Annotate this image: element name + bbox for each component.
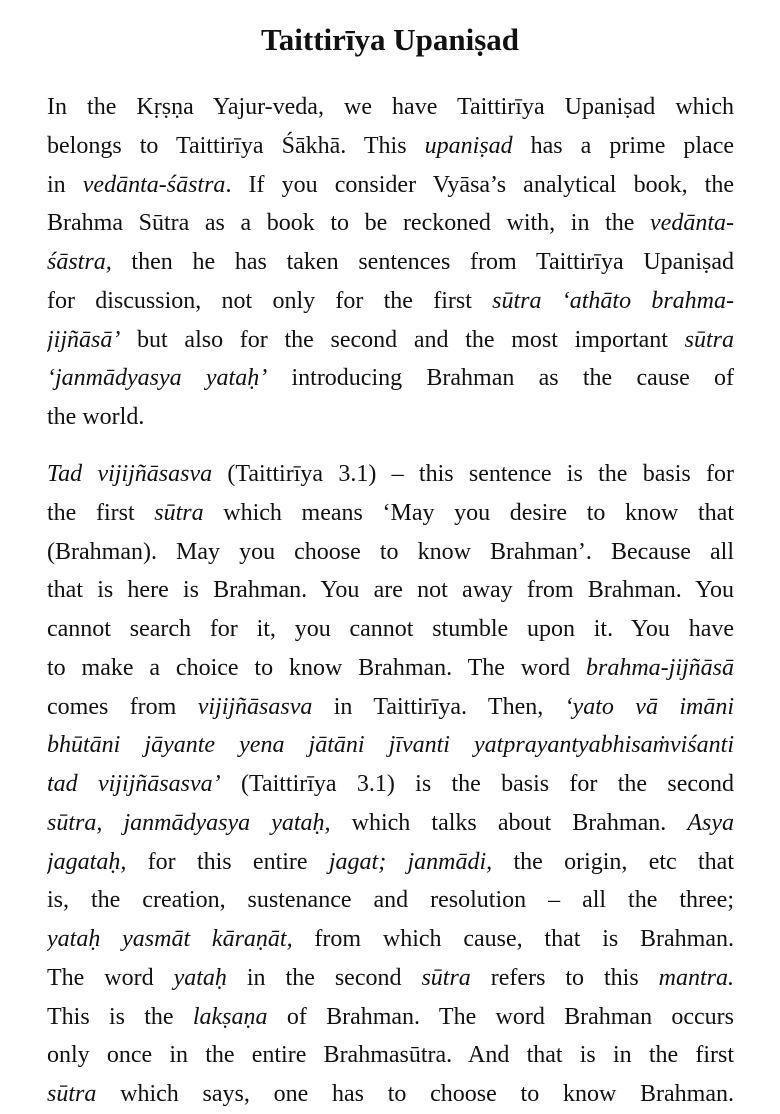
text-line — [47, 959, 734, 998]
text-line — [47, 533, 734, 572]
italic-term: yataḥ yasmāt kāraṇāt, — [47, 926, 293, 952]
italic-term: vedānta-śāstra — [82, 171, 226, 198]
text-line — [47, 765, 734, 804]
paragraph-2 — [47, 455, 734, 1114]
text-line — [47, 88, 734, 127]
text-segment: is, the creation, sustenance and resolution – all the three; — [47, 887, 734, 914]
text-segment: (Taittirīya 3.1) – this sentence is the basis for — [212, 461, 734, 487]
text-line — [47, 359, 734, 398]
italic-term: bhūtāni jāyante yena jātāni jīvanti yatprayantyabhisaṁviśanti — [47, 732, 734, 759]
text-line — [47, 166, 734, 205]
text-line — [47, 610, 734, 649]
text-segment: of Brahman. The word Brahman occurs — [267, 1003, 734, 1030]
text-line — [47, 843, 734, 882]
text-line — [47, 571, 734, 610]
text-segment: The word — [47, 964, 174, 991]
italic-term: ‘janmādyasya yataḥ’ — [47, 365, 268, 392]
italic-term: vedānta- — [650, 210, 734, 237]
text-segment: the world. — [47, 404, 145, 430]
text-line — [47, 881, 734, 920]
italic-term: mantra. — [658, 964, 734, 991]
italic-term: upaniṣad — [424, 132, 513, 159]
text-segment: the origin, etc that — [492, 848, 734, 875]
text-line — [47, 726, 734, 765]
text-line — [47, 1036, 734, 1075]
text-segment: that is here is Brahman. You are not away from Brahman. You — [47, 577, 734, 604]
text-segment: the first — [47, 499, 155, 526]
text-segment: which means ‘May you desire to know that — [203, 499, 734, 526]
text-segment: which says, one has to choose to know Brahman. — [96, 1081, 734, 1107]
text-line — [47, 494, 734, 533]
text-segment: for this entire — [126, 848, 329, 875]
italic-term: sūtra — [684, 326, 734, 353]
text-line — [47, 998, 734, 1037]
text-segment: in Taittirīya. Then, — [312, 693, 565, 720]
italic-term: jagataḥ, — [47, 848, 127, 875]
text-line — [47, 321, 734, 360]
text-segment: only once in the entire Brahmasūtra. And that is in the first — [47, 1042, 734, 1069]
text-segment: to make a choice to know Brahman. The word — [47, 654, 586, 681]
text-line — [47, 282, 734, 321]
italic-term: lakṣaṇa — [192, 1003, 268, 1030]
text-line — [47, 804, 734, 843]
text-segment: in — [47, 171, 83, 198]
italic-term: sūtra — [47, 1081, 97, 1107]
text-segment: (Brahman). May you choose to know Brahman’. Because all — [47, 538, 734, 565]
italic-term: ‘yato vā imāni — [564, 693, 734, 720]
text-segment: (Taittirīya 3.1) is the basis for the second — [220, 771, 734, 797]
text-line — [47, 204, 734, 243]
italic-term: sūtra — [421, 964, 471, 991]
text-line — [47, 649, 734, 688]
text-line — [47, 920, 734, 959]
text-line — [47, 398, 734, 437]
text-segment: introducing Brahman as the cause of — [267, 365, 734, 392]
text-segment: has a prime place — [512, 132, 734, 159]
italic-term: yataḥ — [173, 964, 227, 991]
text-segment: but also for the second and the most important — [120, 326, 685, 353]
text-segment: In the Kṛṣṇa Yajur-veda, we have Taittirīya Upaniṣad which — [47, 94, 734, 120]
text-line — [47, 688, 734, 727]
italic-term: Asya — [687, 809, 734, 836]
text-segment: This is the — [47, 1003, 193, 1030]
text-segment: refers to this — [470, 964, 659, 991]
italic-term: brahma-jijñāsā — [585, 654, 734, 681]
text-segment: Brahma Sūtra as a book to be reckoned with, in the — [47, 210, 651, 237]
italic-term: sūtra — [154, 499, 204, 526]
italic-term: jijñāsā’ — [47, 326, 121, 353]
italic-term: sūtra ‘athāto brahma- — [492, 287, 734, 314]
italic-term: tad vijijñāsasva’ — [47, 771, 221, 797]
text-line — [47, 127, 734, 166]
text-segment: from which cause, that is Brahman. — [292, 926, 734, 952]
text-line — [47, 455, 734, 494]
italic-term: jagat; janmādi, — [328, 848, 493, 875]
text-segment: cannot search for it, you cannot stumble upon it. You have — [47, 616, 734, 642]
italic-term: sūtra, janmādyasya yataḥ, — [47, 809, 331, 836]
text-line — [47, 243, 734, 282]
text-segment: . If you consider Vyāsa’s analytical book, the — [225, 171, 734, 198]
italic-term: vijijñāsasva — [197, 693, 313, 720]
text-segment: for discussion, not only for the first — [47, 287, 493, 314]
italic-term: Tad vijijñāsasva — [47, 461, 213, 487]
text-segment: in the second — [226, 964, 422, 991]
text-segment: comes from — [47, 693, 198, 720]
text-segment: belongs to Taittirīya Śākhā. This — [47, 132, 425, 159]
text-segment: which talks about Brahman. — [330, 809, 688, 836]
paragraph-1 — [47, 88, 734, 437]
italic-term: śāstra, — [47, 249, 112, 275]
text-segment: then he has taken sentences from Taittirīya Upaniṣad — [111, 249, 734, 275]
page-title: Taittirīya Upaniṣad — [260, 21, 520, 57]
